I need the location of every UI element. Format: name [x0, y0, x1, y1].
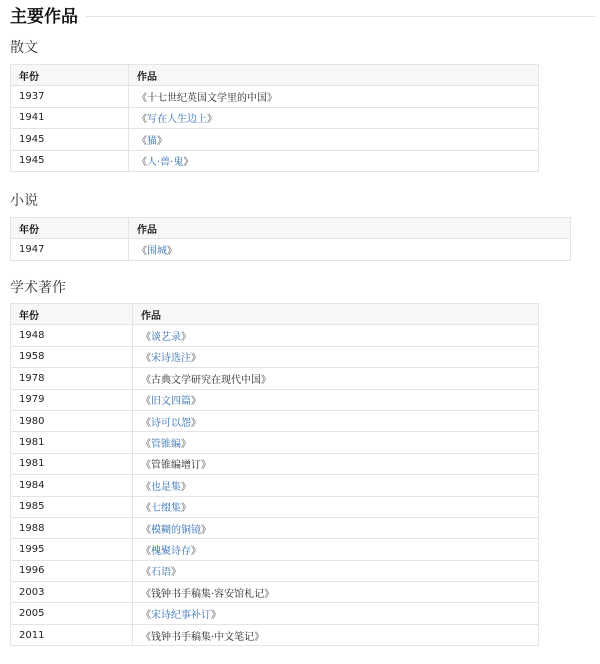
title-open-bracket: 《: [137, 157, 147, 169]
column-header-work: 作品: [133, 304, 539, 325]
table-row: [11, 432, 539, 453]
work-title-link[interactable]: 谈艺录: [151, 332, 181, 344]
title-close-bracket: 》: [181, 332, 191, 344]
title-close-bracket: 》: [157, 135, 167, 147]
title-close-bracket: 》: [181, 503, 191, 515]
year-cell: 1995: [11, 539, 133, 560]
table-row: [11, 86, 539, 107]
year-cell: 1984: [11, 475, 133, 496]
year-cell: 1980: [11, 410, 133, 431]
work-title-link[interactable]: 宋诗纪事补订: [151, 610, 211, 622]
work-title-link[interactable]: 宋诗选注: [151, 353, 191, 365]
table-header-row: [11, 218, 571, 239]
title-close-bracket: 》: [211, 610, 221, 622]
title-open-bracket: 《: [141, 353, 151, 365]
column-header-work: 作品: [129, 65, 539, 86]
year-cell: 2003: [11, 582, 133, 603]
year-cell: 1958: [11, 346, 133, 367]
title-close-bracket: 》: [167, 246, 177, 258]
work-cell: [133, 624, 539, 645]
work-cell: [133, 603, 539, 624]
title-close-bracket: 》: [191, 353, 201, 365]
work-title-link[interactable]: 也是集: [151, 481, 181, 493]
work-title: 古典文学研究在现代中国: [151, 374, 261, 386]
title-close-bracket: 》: [201, 524, 211, 536]
work-cell: [133, 346, 539, 367]
year-cell: 1937: [11, 86, 129, 107]
work-title-link[interactable]: 围城: [147, 246, 167, 258]
title-close-bracket: 》: [171, 567, 181, 579]
title-open-bracket: 《: [141, 545, 151, 557]
table-row: [11, 410, 539, 431]
work-title-link[interactable]: 模糊的铜镜: [151, 524, 201, 536]
year-cell: 1981: [11, 453, 133, 474]
work-cell: [133, 560, 539, 581]
work-cell: [133, 539, 539, 560]
title-close-bracket: 》: [261, 374, 271, 386]
work-cell: [133, 325, 539, 346]
table-row: [11, 475, 539, 496]
prose-table: [10, 64, 539, 172]
title-open-bracket: 《: [141, 567, 151, 579]
column-header-work: 作品: [129, 218, 571, 239]
work-cell: [133, 517, 539, 538]
work-cell: [133, 582, 539, 603]
work-cell: [129, 239, 571, 260]
column-header-year: 年份: [11, 65, 129, 86]
title-close-bracket: 》: [183, 157, 194, 169]
title-open-bracket: 《: [137, 135, 147, 147]
work-title: 钱钟书手稿集·中文笔记: [151, 631, 255, 643]
work-cell: [133, 432, 539, 453]
year-cell: 1948: [11, 325, 133, 346]
title-open-bracket: 《: [141, 332, 151, 344]
title-open-bracket: 《: [141, 439, 151, 451]
title-open-bracket: 《: [141, 460, 151, 472]
column-header-year: 年份: [11, 304, 133, 325]
work-title-link[interactable]: 管锥编: [151, 439, 181, 451]
table-row: [11, 325, 539, 346]
table-row: [11, 346, 539, 367]
table-row: [11, 389, 539, 410]
year-cell: 1981: [11, 432, 133, 453]
title-close-bracket: 》: [207, 114, 217, 126]
table-row: [11, 239, 571, 260]
work-title-link[interactable]: 写在人生边上: [147, 114, 207, 126]
title-close-bracket: 》: [191, 396, 201, 408]
table-row: [11, 624, 539, 645]
table-row: [11, 517, 539, 538]
year-cell: 1945: [11, 129, 129, 150]
work-cell: [133, 453, 539, 474]
subheading-academic: 学术著作: [10, 280, 66, 296]
work-title-link[interactable]: 七缀集: [151, 503, 181, 515]
title-open-bracket: 《: [137, 114, 147, 126]
work-title: 钱钟书手稿集·容安馆札记: [151, 588, 265, 600]
subheading-prose: 散文: [10, 40, 38, 56]
year-cell: 1988: [11, 517, 133, 538]
table-row: [11, 453, 539, 474]
title-open-bracket: 《: [141, 588, 151, 600]
title-open-bracket: 《: [141, 481, 151, 493]
year-cell: 1978: [11, 368, 133, 389]
subheading-novel: 小说: [10, 193, 38, 209]
column-header-year: 年份: [11, 218, 129, 239]
title-open-bracket: 《: [141, 417, 151, 429]
year-cell: 2011: [11, 624, 133, 645]
table-header-row: [11, 304, 539, 325]
work-cell: [129, 150, 539, 171]
work-cell: [129, 129, 539, 150]
title-close-bracket: 》: [254, 631, 265, 643]
work-cell: [129, 107, 539, 128]
table-row: [11, 582, 539, 603]
year-cell: 1996: [11, 560, 133, 581]
section-heading: [10, 2, 595, 27]
title-close-bracket: 》: [181, 439, 191, 451]
title-close-bracket: 》: [181, 481, 191, 493]
table-header-row: [11, 65, 539, 86]
table-row: [11, 150, 539, 171]
table-row: [11, 129, 539, 150]
year-cell: 1945: [11, 150, 129, 171]
page-title: 主要作品: [10, 7, 78, 27]
title-open-bracket: 《: [141, 503, 151, 515]
work-title-link[interactable]: 石语: [151, 567, 171, 579]
work-cell: [133, 410, 539, 431]
work-cell: [133, 475, 539, 496]
table-row: [11, 560, 539, 581]
year-cell: 1941: [11, 107, 129, 128]
work-title-link[interactable]: 旧文四篇: [151, 396, 191, 408]
work-title: 十七世纪英国文学里的中国: [147, 93, 267, 105]
title-open-bracket: 《: [137, 93, 147, 105]
academic-table: [10, 303, 539, 646]
year-cell: 1979: [11, 389, 133, 410]
work-title: 管锥编增订: [151, 460, 201, 472]
work-cell: [129, 86, 539, 107]
title-open-bracket: 《: [141, 374, 151, 386]
novel-table: [10, 217, 571, 261]
table-row: [11, 107, 539, 128]
year-cell: 1947: [11, 239, 129, 260]
year-cell: 2005: [11, 603, 133, 624]
work-title-link[interactable]: 猫: [147, 135, 157, 147]
heading-divider: [86, 16, 595, 17]
title-close-bracket: 》: [264, 588, 275, 600]
work-title-link[interactable]: 人·兽·鬼: [147, 157, 184, 169]
table-row: [11, 368, 539, 389]
title-close-bracket: 》: [191, 545, 201, 557]
work-cell: [133, 368, 539, 389]
title-open-bracket: 《: [141, 610, 151, 622]
title-open-bracket: 《: [141, 524, 151, 536]
table-row: [11, 539, 539, 560]
work-title-link[interactable]: 诗可以怨: [151, 417, 191, 429]
title-open-bracket: 《: [141, 396, 151, 408]
title-close-bracket: 》: [267, 93, 277, 105]
title-open-bracket: 《: [141, 631, 151, 643]
title-open-bracket: 《: [137, 246, 147, 258]
work-cell: [133, 496, 539, 517]
title-close-bracket: 》: [201, 460, 211, 472]
work-cell: [133, 389, 539, 410]
table-row: [11, 603, 539, 624]
work-title-link[interactable]: 槐聚诗存: [151, 545, 191, 557]
title-close-bracket: 》: [191, 417, 201, 429]
year-cell: 1985: [11, 496, 133, 517]
table-row: [11, 496, 539, 517]
